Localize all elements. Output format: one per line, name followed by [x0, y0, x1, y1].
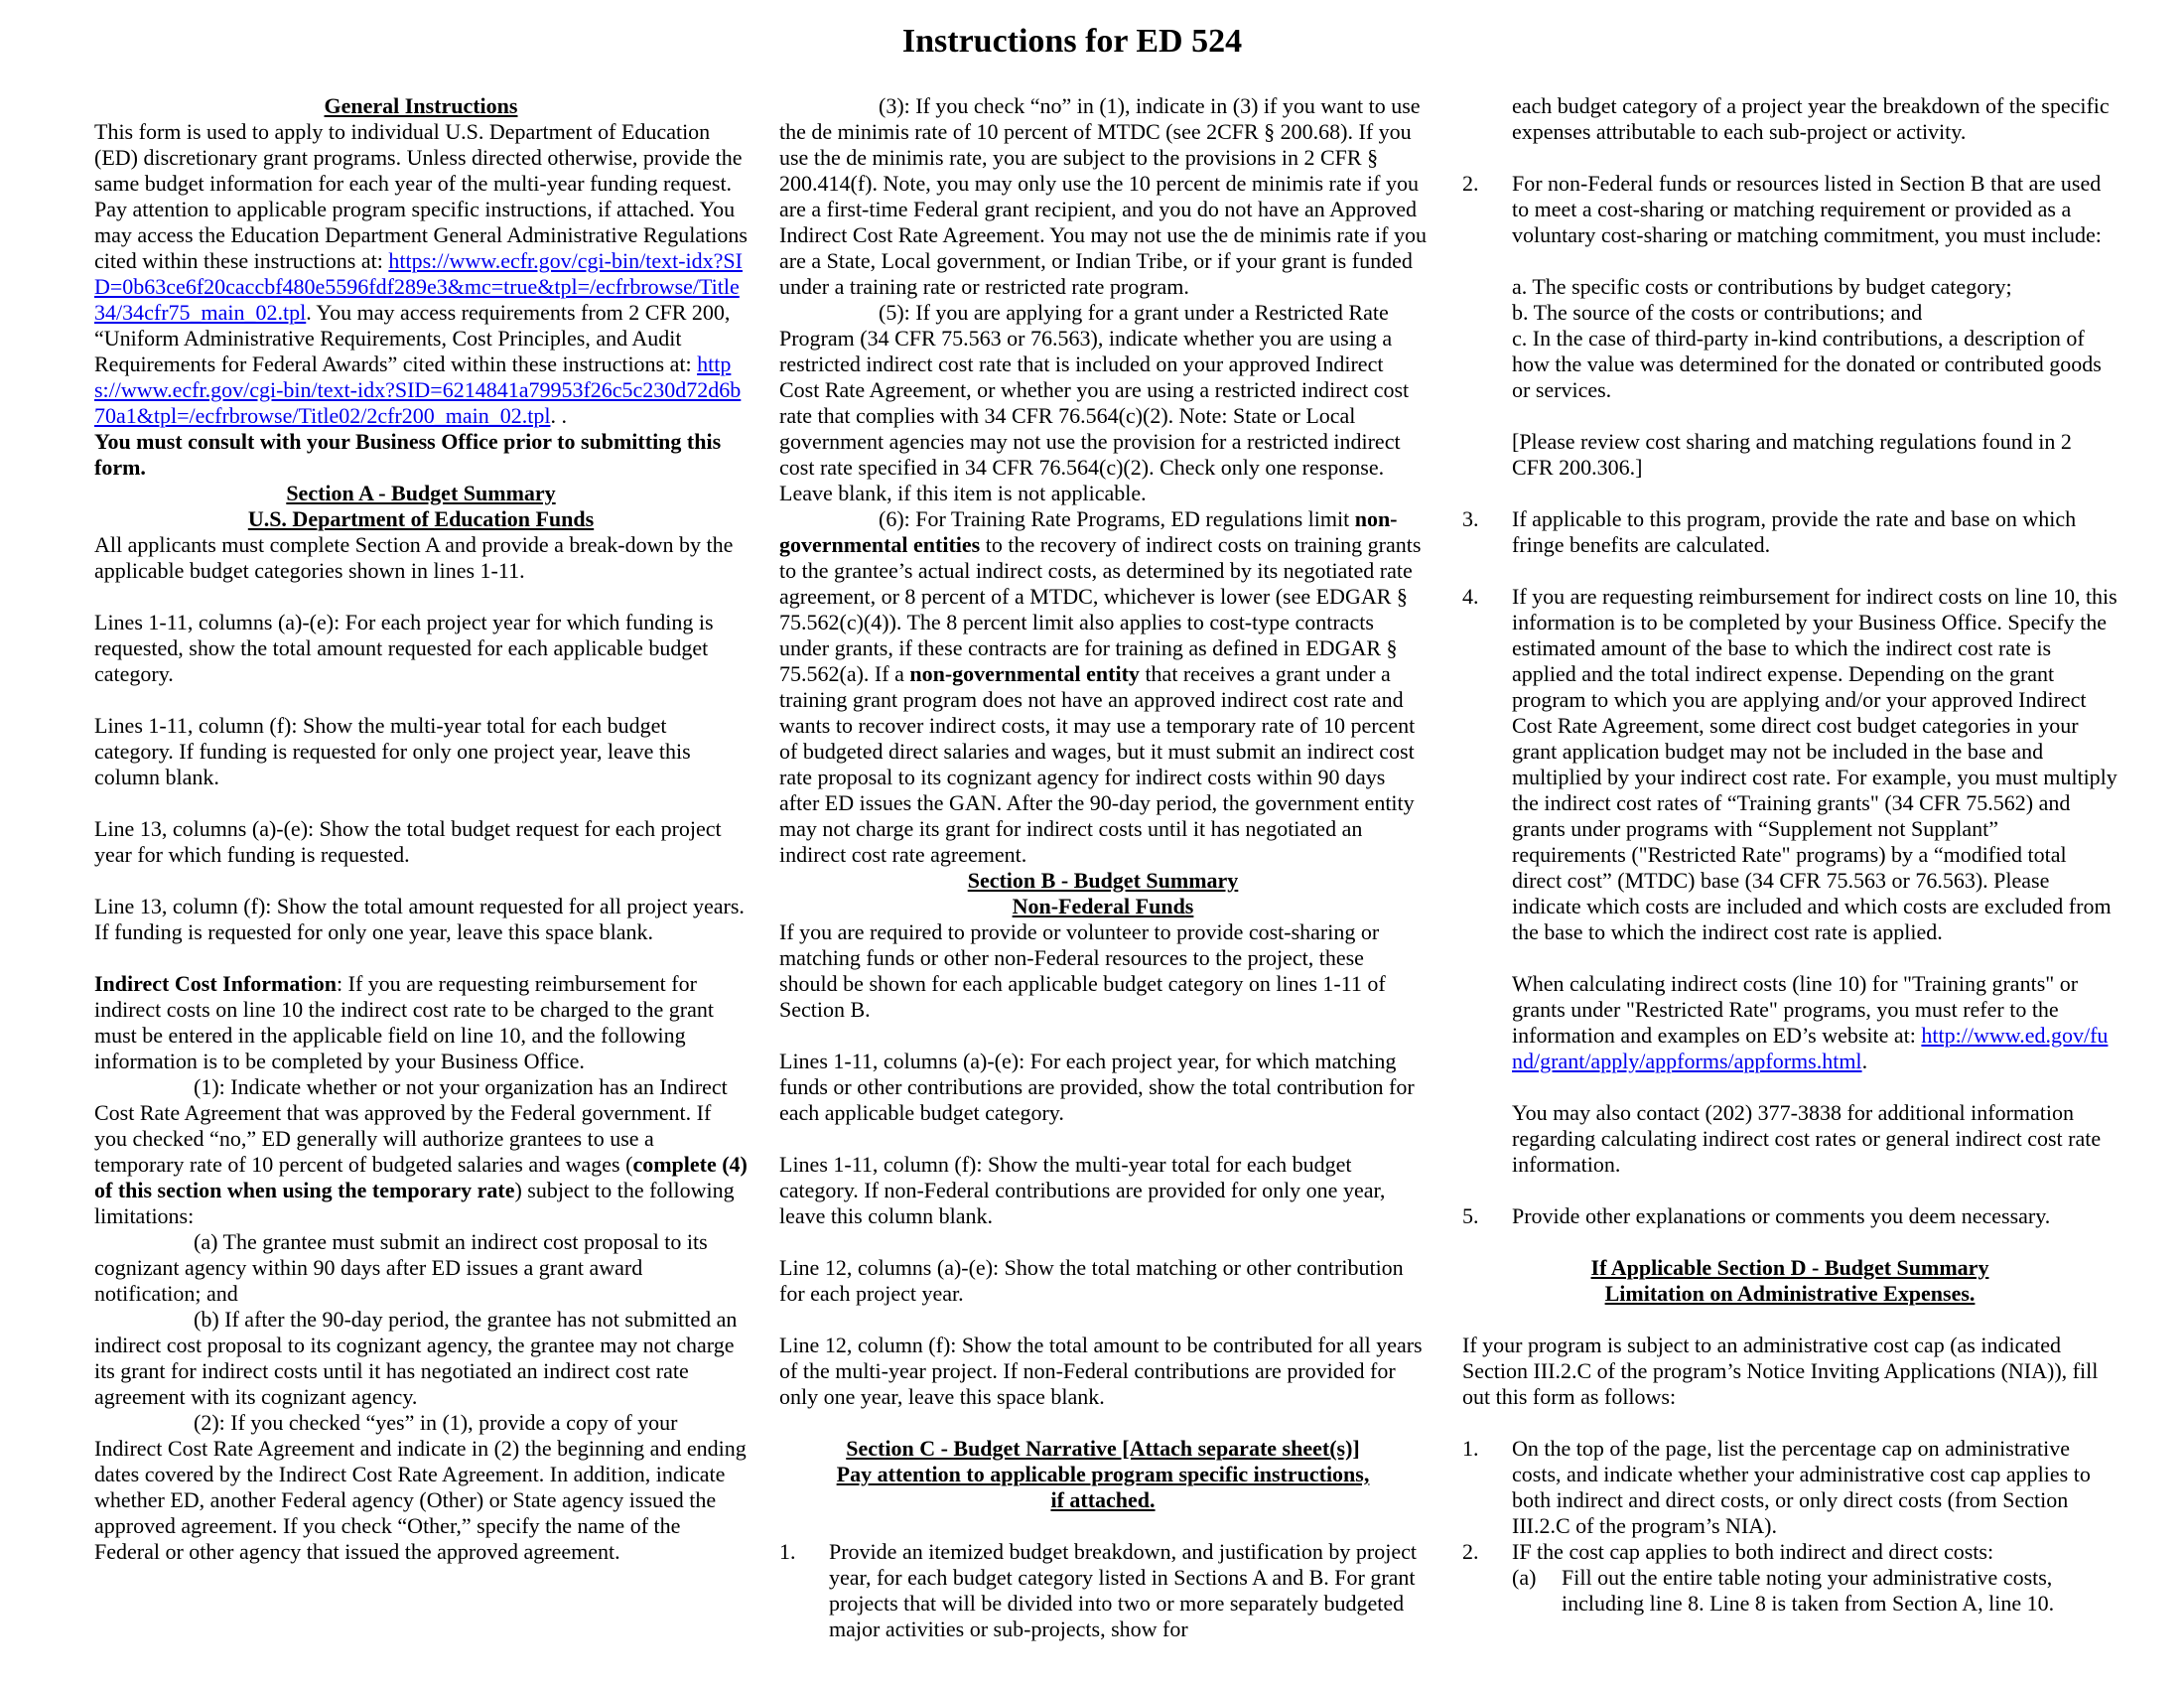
text-run: Fill out the entire table noting your administrative costs, including line 8. Line 8 is taken from Section A, line 10. [1562, 1565, 2055, 1616]
column-middle [779, 93, 1427, 1642]
spacer [94, 868, 748, 894]
bold-text: complete (4) of this section when using the temporary rate [94, 1152, 748, 1202]
column-right [1462, 93, 2117, 1617]
text-run: a. The specific costs or contributions by budget category; [1512, 274, 2012, 299]
section-b-subheading [779, 894, 1427, 919]
general-instructions-paragraph [94, 119, 748, 429]
item-2c [1512, 326, 2117, 403]
section-d-item-2a [1462, 1565, 2117, 1617]
bold-text: Indirect Cost Information [94, 971, 338, 996]
spacer [779, 1307, 1427, 1333]
lines-1-11-column-f [94, 713, 748, 790]
hyperlink[interactable]: https://www.ecfr.gov/cgi-bin/text-idx?SID=0b63ce6f20caccbf480e5596fdf289e3&mc=true&tpl=/ecfrbrowse/Title34/34cfr75_main_02.tpl [94, 248, 743, 325]
list-number: 4. [1462, 584, 1479, 609]
text-run: that receives a grant under a training grant program does not have an approved indirect cost rate and wants to recover indirect costs, it may use a temporary rate of 10 percent of budgeted direct salaries and wages, but it must submit an indirect cost rate proposal to its cognizant agency for indirect costs within 90 days after ED issues the GAN. After the 90-day period, the government entity may not charge its grant for indirect costs until it has negotiated an indirect cost rate agreement. [779, 661, 1416, 867]
bold-text: non-governmental entities [779, 506, 1398, 557]
section-d-heading [1462, 1255, 2117, 1281]
text-run: if attached. [1050, 1487, 1156, 1512]
text-run: to the recovery of indirect costs on training grants to the grantee’s actual indirect costs, as determined by its negotiated rate agreement, or 8 percent of a MTDC, whichever is lower (see EDGAR § 75.562(c)(4)). The 8 percent limit also applies to cost-type contracts under grants, if these contracts are for training as defined in EDGAR § 75.562(a). If a [779, 532, 1422, 686]
list-number: 5. [1462, 1203, 1479, 1228]
spacer [94, 687, 748, 713]
text-run: You may also contact (202) 377-3838 for additional information regarding calculating indirect cost rates or general indirect cost rate information. [1512, 1100, 2102, 1177]
text-run: . [1861, 1049, 1868, 1073]
item-2b [1512, 300, 2117, 326]
text-run: Line 12, column (f): Show the total amount to be contributed for all years of the multi-year project. If non-Federal contributions are provided for only one year, leave this space blank. [779, 1333, 1423, 1409]
text-run: . . [550, 403, 567, 428]
text-run: If your program is subject to an administrative cost cap (as indicated Section III.2.C of the program’s Notice Inviting Applications (NIA)), fill out this form as follows: [1462, 1333, 2099, 1409]
text-run: U.S. Department of Education Funds [247, 506, 595, 531]
text-run: Lines 1-11, column (f): Show the multi-year total for each budget category. If funding is requested for only one project year, leave this column blank. [94, 713, 691, 789]
text-run: Provide other explanations or comments you deem necessary. [1512, 1203, 2051, 1228]
spacer [1462, 248, 2117, 274]
text-run: On the top of the page, list the percentage cap on administrative costs, and indicate whether your administrative cost cap applies to both indirect and direct costs, or only direct costs (from Section III.2.C of the program’s NIA). [1512, 1436, 2091, 1538]
page-title: Instructions for ED 524 [901, 23, 1243, 60]
hyperlink[interactable]: http://www.ed.gov/fund/grant/apply/appforms/appforms.html [1512, 1023, 2109, 1073]
spacer [1462, 481, 2117, 506]
section-c-subheading-1 [779, 1462, 1427, 1487]
spacer [1462, 1307, 2117, 1333]
line-13-column-f [94, 894, 748, 945]
b-lines-1-11-column-f [779, 1152, 1427, 1229]
text-run: (6): For Training Rate Programs, ED regulations limit [879, 506, 1355, 531]
text-run: All applicants must complete Section A and provide a break-down by the applicable budget categories shown in lines 1-11. [94, 532, 734, 583]
bold-text: You must consult with your Business Office prior to submitting this form. [94, 429, 722, 480]
section-c-subheading-2 [779, 1487, 1427, 1513]
text-run: If you are required to provide or volunteer to provide cost-sharing or matching funds or other non-Federal resources to the project, these should be shown for each applicable budget category on lines 1-11 of Section B. [779, 919, 1386, 1022]
text-run: Lines 1-11, columns (a)-(e): For each project year, for which matching funds or other contributions are provided, show the total contribution for each applicable budget category. [779, 1049, 1415, 1125]
spacer [779, 1023, 1427, 1049]
line-12-column-f [779, 1333, 1427, 1410]
spacer [1462, 1229, 2117, 1255]
spacer [1462, 1410, 2117, 1436]
text-run: If you are requesting reimbursement for indirect costs on line 10, this information is to be completed by your Business Office. Specify the estimated amount of the base to which the indirect cost rate is applied and the total indirect expense. Depending on the grant program to which you are applying and/or your approved Indirect Cost Rate Agreement, some direct cost budget categories in your grant application budget may not be included in the base and multiplied by your indirect cost rate. For example, you must multiply the indirect cost rates of “Training grants" (34 CFR 75.562) and grants under programs with “Supplement not Supplant” requirements ("Restricted Rate" programs) by a “modified total direct cost” (MTDC) base (34 CFR 75.563 or 76.563). Please indicate which costs are included and which costs are excluded from the base to which the indirect cost rate is applied. [1512, 584, 2117, 944]
text-run: (5): If you are applying for a grant under a Restricted Rate Program (34 CFR 75.563 or 76.563), indicate whether you are using a restricted indirect cost rate that is included on your approved Indirect Cost Rate Agreement, or whether you are using a restricted indirect cost rate that complies with 34 CFR 76.564(c)(2). Note: State or Local government agencies may not use the provision for a restricted indirect cost rate specified in 34 CFR 76.564(c)(2). Check only one response. Leave blank, if this item is not applicable. [779, 300, 1410, 505]
spacer [779, 1410, 1427, 1436]
text-run: Lines 1-11, columns (a)-(e): For each project year for which funding is requested, show the total amount requested for each applicable budget category. [94, 610, 714, 686]
spacer [1462, 145, 2117, 171]
spacer [94, 790, 748, 816]
section-d-intro [1462, 1333, 2117, 1410]
text-run: This form is used to apply to individual U.S. Department of Education (ED) discretionary grant programs. Unless directed otherwise, provide the same budget information for each year of the multi-year funding request. Pay attention to applicable program specific instructions, if attached. You may access the Education Department General Administrative Regulations cited within these instructions at: [94, 119, 748, 273]
text-run: General Instructions [324, 93, 518, 118]
text-run: (b) If after the 90-day period, the grantee has not submitted an indirect cost proposal to its cognizant agency, the grantee may not charge its grant for indirect costs until it has negotiated an indirect cost rate agreement with its cognizant agency. [94, 1307, 738, 1409]
text-run: (1): Indicate whether or not your organization has an Indirect Cost Rate Agreement that was approved by the Federal government. If you checked “no,” ED generally will authorize grantees to use a temporary rate of 10 percent of budgeted salaries and wages ( [94, 1074, 728, 1177]
text-run: each budget category of a project year the breakdown of the specific expenses attributable to each sub-project or activity. [1512, 93, 2110, 144]
indirect-cost-item-3 [779, 93, 1427, 300]
text-run: : If you are requesting reimbursement for indirect costs on line 10 the indirect cost rate to be charged to the grant must be entered in the applicable field on line 10, and the following information is to be completed by your Business Office. [94, 971, 714, 1073]
column-left [94, 93, 748, 1565]
training-grants-reference [1512, 971, 2117, 1074]
text-run: If Applicable Section D - Budget Summary [1590, 1255, 1989, 1280]
text-run: Line 13, column (f): Show the total amount requested for all project years. If funding is requested for only one year, leave this space blank. [94, 894, 745, 944]
lines-1-11-columns-a-e [94, 610, 748, 687]
bold-text: non-governmental entity [909, 661, 1140, 686]
spacer [779, 1229, 1427, 1255]
section-c-item-4 [1462, 584, 2117, 945]
section-d-item-1 [1462, 1436, 2117, 1539]
spacer [1462, 558, 2117, 584]
list-number: 2. [1462, 1539, 1479, 1564]
spacer [94, 584, 748, 610]
text-run: For non-Federal funds or resources listed in Section B that are used to meet a cost-sharing or matching requirement or provided as a voluntary cost-sharing or matching commitment, you must include: [1512, 171, 2102, 247]
hyperlink[interactable]: https://www.ecfr.gov/cgi-bin/text-idx?SID=6214841a79953f26c5c230d72d6b70a1&tpl=/ecfrbrowse/Title02/2cfr200_main_02.tpl [94, 352, 742, 428]
list-number: 2. [1462, 171, 1479, 196]
text-run: (2): If you checked “yes” in (1), provide a copy of your Indirect Cost Rate Agreement and indicate in (2) the beginning and ending dates covered by the Indirect Cost Rate Agreement. In addition, indicate whether ED, another Federal agency (Other) or State agency issued the approved agreement. If you check “Other,” specify the name of the Federal or other agency that issued the approved agreement. [94, 1410, 747, 1564]
text-run: c. In the case of third-party in-kind contributions, a description of how the value was determined for the donated or contributed goods or services. [1512, 326, 2102, 402]
indirect-cost-item-5 [779, 300, 1427, 506]
text-run: Section C - Budget Narrative [Attach separate sheet(s)] [846, 1436, 1360, 1461]
text-run: Line 12, columns (a)-(e): Show the total matching or other contribution for each project year. [779, 1255, 1404, 1306]
text-run: (a) The grantee must submit an indirect cost proposal to its cognizant agency within 90 days after ED issues a grant award notification; and [94, 1229, 708, 1306]
line-13-columns-a-e [94, 816, 748, 868]
indirect-cost-item-1 [94, 1074, 748, 1229]
text-run: If applicable to this program, provide the rate and base on which fringe benefits are calculated. [1512, 506, 2077, 557]
text-run: Pay attention to applicable program specific instructions, [836, 1462, 1370, 1486]
section-b-intro [779, 919, 1427, 1023]
indirect-cost-item-6 [779, 506, 1427, 868]
indirect-cost-information [94, 971, 748, 1074]
spacer [94, 945, 748, 971]
indirect-cost-item-2 [94, 1410, 748, 1565]
spacer [1462, 403, 2117, 429]
b-lines-1-11-columns-a-e [779, 1049, 1427, 1126]
spacer [779, 1513, 1427, 1539]
list-number: 3. [1462, 506, 1479, 531]
general-instructions-heading [94, 93, 748, 119]
spacer [1462, 1074, 2117, 1100]
list-number: 1. [1462, 1436, 1479, 1461]
text-run: Line 13, columns (a)-(e): Show the total budget request for each project year for which funding is requested. [94, 816, 722, 867]
contact-info [1512, 1100, 2117, 1178]
list-number: 1. [779, 1539, 796, 1564]
section-a-heading [94, 481, 748, 506]
text-run: . You may access requirements from 2 CFR 200, “Uniform Administrative Requirements, Cost Principles, and Audit Requirements for Federal Awards” cited within these instructions at: [94, 300, 731, 376]
section-a-subheading [94, 506, 748, 532]
section-c-item-2 [1462, 171, 2117, 248]
business-office-notice [94, 429, 748, 481]
text-run: (3): If you check “no” in (1), indicate in (3) if you want to use the de minimis rate of 10 percent of MTDC (see 2CFR § 200.68). If you use the de minimis rate, you are subject to the provisions in 2 CFR § 200.414(f). Note, you may only use the 10 percent de minimis rate if you are a first-time Federal grant recipient, and you do not have an Approved Indirect Cost Rate Agreement. You may not use the de minimis rate if you are a State, Local government, or Indian Tribe, or if your grant is funded under a training rate or restricted rate program. [779, 93, 1427, 299]
spacer [779, 1126, 1427, 1152]
text-run: ) subject to the following limitations: [94, 1178, 735, 1228]
text-run: Provide an itemized budget breakdown, and justification by project year, for each budget category listed in Sections A and B. For grant projects that will be divided into two or more separately budgeted major activities or sub-projects, show for [829, 1539, 1418, 1641]
text-run: IF the cost cap applies to both indirect and direct costs: [1512, 1539, 1994, 1564]
text-run: When calculating indirect costs (line 10) for "Training grants" or grants under "Restricted Rate" programs, you must refer to the information and examples on ED’s website at: [1512, 971, 2079, 1048]
text-run: Limitation on Administrative Expenses. [1604, 1281, 1976, 1306]
text-run: Section A - Budget Summary [286, 481, 556, 505]
spacer [1462, 945, 2117, 971]
text-run: [Please review cost sharing and matching regulations found in 2 CFR 200.306.] [1512, 429, 2072, 480]
section-c-item-5 [1462, 1203, 2117, 1229]
section-c-heading [779, 1436, 1427, 1462]
item-2a [1512, 274, 2117, 300]
list-number: (a) [1512, 1565, 1537, 1590]
section-c-item-3 [1462, 506, 2117, 558]
text-run: Lines 1-11, column (f): Show the multi-year total for each budget category. If non-Federal contributions are provided for only one year, leave this column blank. [779, 1152, 1386, 1228]
text-run: Section B - Budget Summary [967, 868, 1239, 893]
section-a-intro [94, 532, 748, 584]
limitation-b [94, 1307, 748, 1410]
section-b-heading [779, 868, 1427, 894]
text-run: Non-Federal Funds [1012, 894, 1194, 918]
section-c-item-1-continued [1512, 93, 2117, 145]
text-run: b. The source of the costs or contributions; and [1512, 300, 1923, 325]
line-12-columns-a-e [779, 1255, 1427, 1307]
spacer [1462, 1178, 2117, 1203]
cost-sharing-note [1512, 429, 2117, 481]
section-c-item-1 [779, 1539, 1427, 1642]
section-d-subheading [1462, 1281, 2117, 1307]
limitation-a [94, 1229, 748, 1307]
section-d-item-2 [1462, 1539, 2117, 1565]
